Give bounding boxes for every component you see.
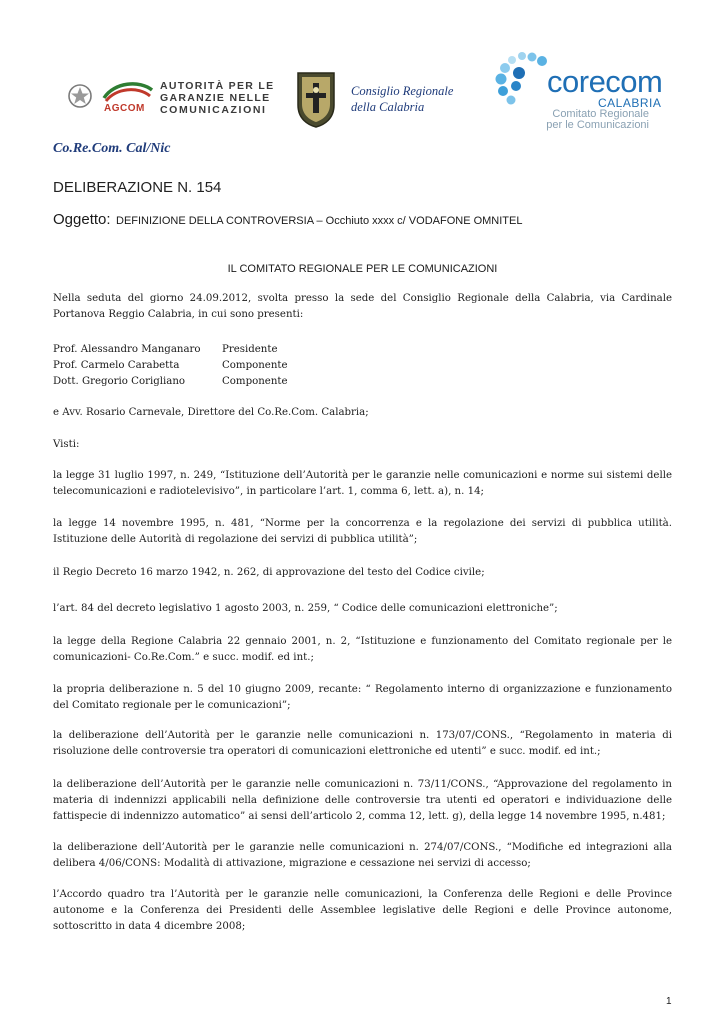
- corecom-region: CALABRIA: [598, 96, 662, 110]
- member-name: Prof. Carmelo Carabetta: [53, 360, 180, 371]
- deliberation-title: DELIBERAZIONE N. 154: [53, 179, 222, 196]
- clause-paragraph: la legge 14 novembre 1995, n. 481, “Norme per la concorrenza e la regolazione dei servizi di pubblica utilità. Istituzione delle Autorità di regolazione dei servizi di pubblica utilità”;: [53, 518, 672, 545]
- council-name: Consiglio Regionale della Calabria: [351, 84, 454, 114]
- visti-label: Visti:: [53, 439, 80, 450]
- subject-text: DEFINIZIONE DELLA CONTROVERSIA – Occhiuto xxxx c/ VODAFONE OMNITEL: [116, 215, 523, 227]
- page-number: 1: [666, 996, 672, 1007]
- subject-label: Oggetto:: [53, 211, 111, 228]
- committee-heading: IL COMITATO REGIONALE PER LE COMUNICAZIONI: [227, 263, 498, 275]
- clause-paragraph: la legge della Regione Calabria 22 gennaio 2001, n. 2, “Istituzione e funzionamento del Comitato regionale per le comunicazioni- Co.Re.Com.” e succ. modif. ed int.;: [53, 636, 672, 663]
- clause-paragraph: la deliberazione dell’Autorità per le garanzie nelle comunicazioni n. 274/07/CONS., “Modifiche ed integrazioni alla delibera 4/06/CONS: Modalità di attivazione, migrazione e cessazione nei servizi di accesso;: [53, 842, 672, 869]
- corecom-wordmark: corecom: [547, 64, 663, 99]
- calabria-seal-icon: [294, 69, 338, 129]
- protocol-reference: Co.Re.Com. Cal/Nic: [53, 141, 171, 156]
- clause-paragraph: la legge 31 luglio 1997, n. 249, “Istituzione dell’Autorità per le garanzie nelle comunicazioni e norme sui sistemi delle telecomunicazioni e radiotelevisivo”, in particolare l’art. 1, comma 6, lett. a), n. 14;: [53, 470, 672, 497]
- member-name: Dott. Gregorio Corigliano: [53, 376, 186, 387]
- clause-paragraph: la deliberazione dell’Autorità per le garanzie nelle comunicazioni n. 173/07/CONS., “Regolamento in materia di risoluzione delle controversie tra operatori di comunicazioni elettroniche ed utenti” e succ. modif. ed int.;: [53, 730, 672, 757]
- clause-paragraph: l’art. 84 del decreto legislativo 1 agosto 2003, n. 259, “ Codice delle comunicazioni elettroniche”;: [53, 603, 558, 614]
- member-role: Presidente: [222, 344, 278, 355]
- member-row: [53, 374, 288, 390]
- corecom-tagline: Comitato Regionale per le Comunicazioni: [546, 108, 649, 131]
- member-row: [53, 358, 288, 374]
- director-paragraph: e Avv. Rosario Carnevale, Direttore del Co.Re.Com. Calabria;: [53, 407, 369, 418]
- member-role: Componente: [222, 360, 288, 371]
- corecom-dots-icon: [492, 48, 550, 108]
- clause-paragraph: l’Accordo quadro tra l’Autorità per le garanzie nelle comunicazioni, la Conferenza delle Regioni e delle Province autonome e la Conferenza dei Presidenti delle Assemblee legislative delle Regioni e delle Province autonome, sottoscritto in data 4 dicembre 2008;: [53, 889, 672, 932]
- agcom-swoosh-icon: [104, 84, 152, 101]
- clause-paragraph: la propria deliberazione n. 5 del 10 giugno 2009, recante: “ Regolamento interno di organizzazione e funzionamento del Comitato regionale per le comunicazioni”;: [53, 684, 672, 711]
- intro-paragraph: Nella seduta del giorno 24.09.2012, svolta presso la sede del Consiglio Regionale della Calabria, via Cardinale Portanova Reggio Calabria, in cui sono presenti:: [53, 293, 672, 320]
- clause-paragraph: il Regio Decreto 16 marzo 1942, n. 262, di approvazione del testo del Codice civile;: [53, 567, 485, 578]
- agcom-title: AUTORITÀ PER LE GARANZIE NELLE COMUNICAZIONI: [160, 80, 275, 116]
- member-name: Prof. Alessandro Manganaro: [53, 344, 201, 355]
- member-role: Componente: [222, 376, 288, 387]
- agcom-acronym: AGCOM: [104, 103, 145, 114]
- member-row: [53, 342, 277, 358]
- clause-paragraph: la deliberazione dell’Autorità per le garanzie nelle comunicazioni n. 73/11/CONS., “Approvazione del regolamento in materia di indennizzi applicabili nella definizione delle controversie tra utenti ed operatori e individuazione delle fattispecie di indennizzo automatico” ai sensi dell’articolo 2, comma 12, lett. g), della legge 14 novembre 1995, n.481;: [53, 779, 672, 822]
- italian-emblem-icon: [69, 85, 91, 107]
